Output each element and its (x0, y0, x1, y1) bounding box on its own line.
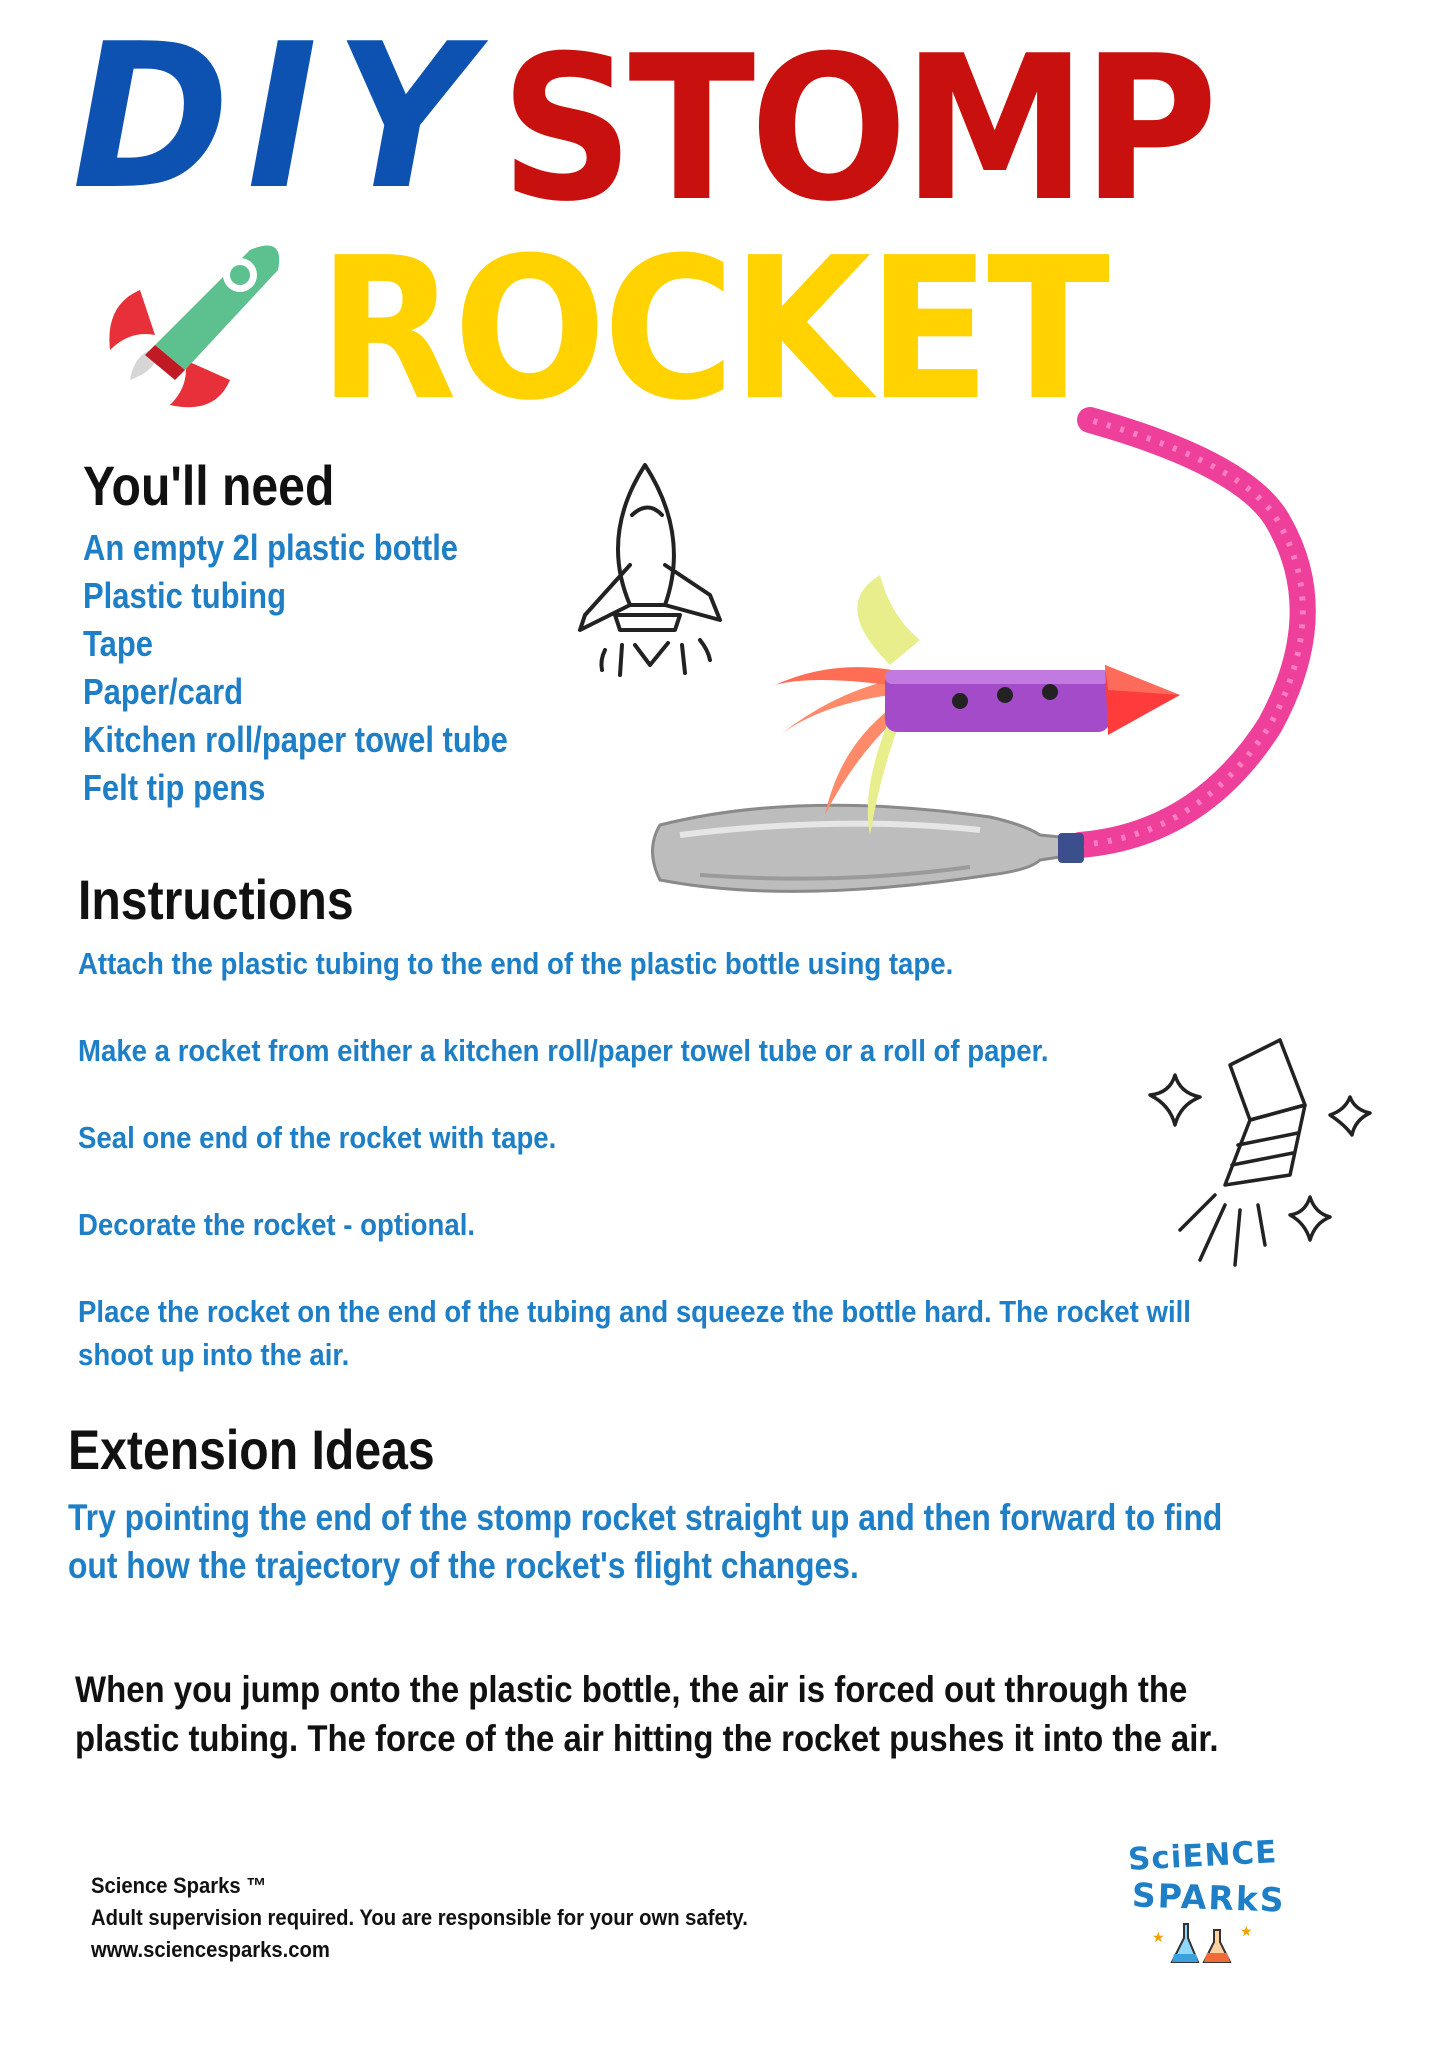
svg-text:★: ★ (1240, 1924, 1253, 1940)
instruction-step: Decorate the rocket - optional. (78, 1207, 476, 1242)
instruction-step: Place the rocket on the end of the tubing and squeeze the bottle hard. The rocket will (78, 1294, 1191, 1329)
explanation-line: plastic tubing. The force of the air hitting the rocket pushes it into the air. (75, 1718, 1219, 1759)
list-item: Felt tip pens (83, 767, 266, 808)
list-item: Kitchen roll/paper towel tube (83, 719, 508, 760)
flask-icon (1148, 1920, 1258, 1968)
footer-brand: Science Sparks ™ (91, 1873, 267, 1898)
stomp-rocket-photo (640, 405, 1350, 925)
instruction-step: Attach the plastic tubing to the end of the plastic bottle using tape. (78, 946, 954, 981)
list-item: An empty 2l plastic bottle (83, 527, 459, 568)
extension-line: out how the trajectory of the rocket's flight changes. (68, 1545, 859, 1586)
instruction-step: Seal one end of the rocket with tape. (78, 1120, 557, 1155)
logo-line-2: SPARkS (1131, 1875, 1287, 1920)
rocket-logo-icon (100, 230, 290, 410)
list-item: Paper/card (83, 671, 244, 712)
footer-url[interactable]: www.sciencesparks.com (91, 1937, 330, 1962)
instruction-step: shoot up into the air. (78, 1337, 350, 1372)
list-item: Tape (83, 623, 153, 664)
list-item: Plastic tubing (83, 575, 286, 616)
needs-list (83, 524, 508, 812)
instructions-heading: Instructions (78, 868, 354, 931)
extension-line: Try pointing the end of the stomp rocket straight up and then forward to find (68, 1497, 1223, 1538)
science-sparks-logo (1127, 1834, 1287, 1968)
extension-heading: Extension Ideas (68, 1418, 435, 1481)
title-rocket: ROCKET (318, 216, 1107, 444)
explanation-line: When you jump onto the plastic bottle, the air is forced out through the (75, 1669, 1188, 1710)
title-diy: DIY (72, 1, 490, 234)
footer (91, 1870, 748, 1966)
needs-heading: You'll need (83, 454, 335, 517)
firework-rocket-sketch-icon (1130, 1035, 1380, 1275)
title-stomp: STOMP (500, 13, 1213, 246)
logo-line-1: SciENCE (1127, 1834, 1279, 1878)
instruction-step: Make a rocket from either a kitchen roll/paper towel tube or a roll of paper. (78, 1033, 1049, 1068)
footer-warning: Adult supervision required. You are responsible for your own safety. (91, 1905, 748, 1930)
svg-text:★: ★ (1152, 1930, 1165, 1946)
